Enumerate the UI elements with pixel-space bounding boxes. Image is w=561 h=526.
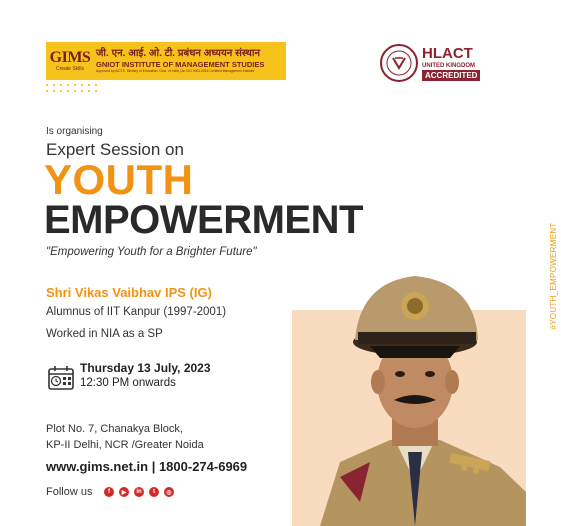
- gims-logo-banner: [46, 42, 286, 80]
- hlact-country: UNITED KINGDOM: [422, 62, 475, 69]
- gims-logo-sub: Create Skills: [55, 66, 85, 72]
- calendar-clock-icon: [47, 365, 75, 390]
- event-tagline: "Empowering Youth for a Brighter Future": [46, 246, 257, 258]
- facebook-icon[interactable]: f: [104, 487, 114, 497]
- hlact-accreditation-badge: [380, 44, 480, 82]
- event-title-line2: EMPOWERMENT: [44, 198, 363, 242]
- hlact-seal-icon: [380, 44, 418, 82]
- follow-us-label: Follow us: [46, 486, 93, 498]
- speaker-name: Shri Vikas Vaibhav IPS (IG): [46, 285, 212, 300]
- twitter-icon[interactable]: t: [149, 487, 159, 497]
- hlact-text: [422, 46, 480, 81]
- institute-approval: Approved by AICTE, Ministry of Education, Govt. of India | An ISO 9001:2015 Certified Management Institute: [96, 69, 255, 73]
- event-time: 12:30 PM onwards: [80, 377, 176, 389]
- gims-logo-text: GIMS: [49, 49, 91, 66]
- gims-logo-mark: [46, 42, 94, 80]
- event-intro: Is organising: [46, 126, 103, 137]
- speaker-alumnus: Alumnus of IIT Kanpur (1997-2001): [46, 306, 227, 318]
- event-type: Expert Session on: [46, 140, 184, 159]
- gims-logo-text-block: [94, 48, 286, 74]
- website-phone: www.gims.net.in | 1800-274-6969: [46, 459, 248, 474]
- institute-english-name: GNIOT INSTITUTE OF MANAGEMENT STUDIES: [96, 60, 265, 69]
- address-line1: Plot No. 7, Chanakya Block,: [46, 423, 183, 435]
- linkedin-icon[interactable]: in: [134, 487, 144, 497]
- speaker-photo: [300, 262, 526, 526]
- hlact-title: HLACT: [422, 44, 473, 62]
- instagram-icon[interactable]: ◎: [164, 487, 174, 497]
- speaker-experience: Worked in NIA as a SP: [46, 328, 163, 340]
- decorative-dots: [46, 84, 96, 96]
- event-date: Thursday 13 July, 2023: [80, 361, 211, 375]
- institute-hindi-name: जी. एन. आई. ओ. टी. प्रबंधन अध्ययन संस्थान: [96, 48, 261, 59]
- hlact-status: ACCREDITED: [422, 70, 480, 81]
- youtube-icon[interactable]: ▶: [119, 487, 129, 497]
- social-icons: [104, 487, 174, 497]
- hashtag-vertical: #YOUTH_EMPOWERMENT: [549, 222, 558, 330]
- event-title-line1: YOUTH: [44, 156, 194, 203]
- address-line2: KP-II Delhi, NCR /Greater Noida: [46, 439, 204, 451]
